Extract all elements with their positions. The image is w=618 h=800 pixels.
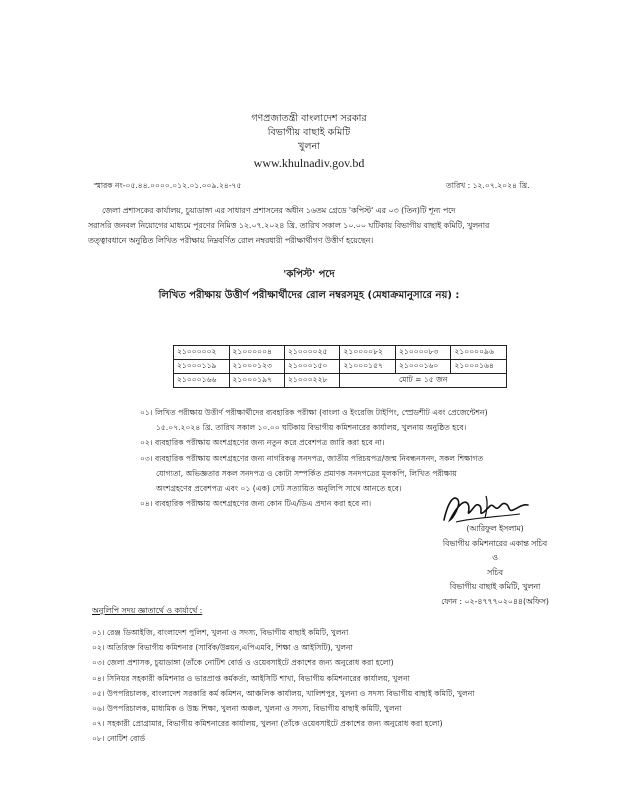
roll-number: ২১০০০১৫০ (284, 360, 339, 374)
signatory-designation-1: বিভাগীয় কমিশনারের একান্ত সচিব (442, 538, 548, 548)
intro-line-1: জেলা প্রশাসকের কার্যালয়, চুয়াডাঙ্গা এর সাধারণ প্রশাসনের অধীন ১৬তম গ্রেডে 'কপিস্ট' এর ০৩ (তিন)টি শূন্য পদে (102, 206, 456, 215)
list-item: ০১। রেঞ্জ ডিআইজি, বাংলাদেশ পুলিশ, খুলনা ও সদস্য, বিভাগীয় বাছাই কমিটি, খুলনা (92, 628, 349, 637)
signatory-name: (আরিফুল ইসলাম) (466, 524, 524, 533)
note-4: ০৪। ব্যবহারিক পরীক্ষায় অংশগ্রহণের জন্য কোন টিএ/ডিএ প্রদান করা হবে না। (140, 499, 372, 509)
note-3-line-1: ০৩। ব্যবহারিক পরীক্ষায় অংশগ্রহণের জন্য নাগরিকত্ব সনদপত্র, জাতীয় পরিচয়পত্র/জন্ম নিবন্ধনসনদ, সকল শিক্ষাগত (140, 453, 484, 463)
roll-number: ২১০০০১৬৪ (451, 360, 507, 374)
list-item: ০৬। উপপরিচালক, মাধ্যমিক ও উচ্চ শিক্ষা, খুলনা অঞ্চল, খুলনা ও সদস্য, বিভাগীয় বাছাই কমিটি, খুলনা (92, 704, 402, 714)
signatory-designation-2: সচিব (487, 567, 503, 577)
list-item: ০৮। নোটিশ বোর্ড (92, 734, 146, 744)
list-item: ০৭। সহকারী প্রোগ্রামার, বিভাগীয় কমিশনারের কার্যালয়, খুলনা (তাঁকে ওয়েবসাইটে প্রকাশের জন্য অনুরোধ করা হলো) (92, 719, 443, 729)
signature-block (390, 522, 600, 610)
government-name: গণপ্রজাতন্ত্রী বাংলাদেশ সরকার (251, 113, 367, 124)
roll-number: ২১০০০১৬০ (395, 360, 450, 374)
note-3-line-2: যোগ্যতা, অভিজ্ঞতার সকল সনদপত্র ও কোটা সম্পর্কিত প্রমাণক সনদপত্রের মূলকপি, লিখিত পরীক্ষায় (156, 468, 457, 478)
roll-number-table (173, 345, 507, 388)
cc-title: অনুলিপি সদয় জ্ঞাতার্থে ও কার্যার্থে : (92, 606, 203, 615)
total-count: মোট = ১৫ জন (340, 374, 507, 388)
list-item: ০৫। উপপরিচালক, বাংলাদেশ সরকারি কর্ম কমিশন, আঞ্চলিক কার্যালয়, খালিশপুর, খুলনা ও সদস্য বিভাগীয় বাছাই কমিটি, খুলনা (92, 688, 475, 698)
roll-number: ২১০০০১৫৭ (340, 360, 395, 374)
roll-number: ২১০০০০৯৬ (451, 346, 507, 360)
intro-line-3: তত্ত্বাবধানে অনুষ্ঠিত লিখিত পরীক্ষায় নিম্নবর্ণিত রোল নম্বরধারী পরীক্ষার্থীগণ উত্তীর্ণ হয়েছেন। (88, 236, 374, 245)
roll-number: ২১০০০০০৪ (229, 346, 284, 360)
memo-number: স্মারক নং-০৫.৪৪.০০০০.০১২.০১.০০৯.২৪-৭৫ (94, 181, 242, 190)
table-row (174, 360, 507, 374)
table-row (174, 374, 507, 388)
note-1-line-2: ১৫.০৭.২০২৪ খ্রি. তারিখ সকাল ১০.০০ ঘটিকায় বিভাগীয় কমিশনারের কার্যালয়, খুলনায় অনুষ্ঠিত হবে। (156, 423, 467, 433)
note-3-line-3: অংশগ্রহণের প্রবেশপত্র এবং ০১ (এক) সেট সত্যায়িত অনুলিপি সাথে আনতে হবে। (156, 484, 402, 494)
roll-number: ২১০০০১১৯ (174, 360, 230, 374)
roll-number: ২১০০০১৯৭ (229, 374, 284, 388)
notes-section (140, 405, 488, 511)
conjunction: ও (492, 553, 498, 563)
roll-number: ২১০০০০৮২ (340, 346, 395, 360)
city-name: খুলনা (298, 141, 320, 152)
note-2: ০২। ব্যবহারিক পরীক্ষায় অংশগ্রহণের জন্য নতুন করে প্রবেশপত্র জারি করা হবে না। (140, 438, 385, 448)
note-1-line-1: ০১। লিখিত পরীক্ষায় উত্তীর্ণ পরীক্ষার্থীদের ব্যবহারিক পরীক্ষা (বাংলা ও ইংরেজি টাইপিং, স্প্রেডশীট এবং প্রেজেন্টেশন) (140, 408, 488, 417)
list-item: ০৩। জেলা প্রশাসক, চুয়াডাঙ্গা (তাঁকে নোটিশ বোর্ড ও ওয়েবসাইটে প্রকাশের জন্য অনুরোধ করা হলো) (92, 658, 394, 668)
cc-list (92, 625, 474, 747)
roll-number: ২১০০০১২৩ (229, 360, 284, 374)
signatory-committee: বিভাগীয় বাছাই কমিটি, খুলনা (449, 582, 541, 592)
post-title: 'কপিস্ট' পদে (283, 269, 335, 280)
intro-line-2: সরাসরি জনবল নিয়োগের মাধ্যমে পূরণের নিমিত্ত ১২.০৭.২০২৪ খ্রি. তারিখ সকাল ১০.০০ ঘটিকায় বিভাগীয় বাছাই কমিটি, খুলনার (88, 221, 490, 230)
result-title: লিখিত পরীক্ষায় উত্তীর্ণ পরীক্ষার্থীদের রোল নম্বরসমূহ (মেধাক্রমানুসারে নয়) : (158, 290, 460, 301)
roll-number: ২১০০০০৮৩ (395, 346, 450, 360)
list-item: ০৪। সিনিয়র সহকারী কমিশনার ও ভারপ্রাপ্ত কর্মকর্তা, আইসিটি শাখা, বিভাগীয় কমিশনারের কার্যালয়, খুলনা (92, 673, 410, 683)
committee-name: বিভাগীয় বাছাই কমিটি (267, 127, 351, 138)
roll-number: ২১০০০২২৮ (284, 374, 339, 388)
memo-date: তারিখ : ১২.০৭.২০২৪ খ্রি. (446, 181, 530, 190)
roll-number: ২১০০০১৬৬ (174, 374, 230, 388)
signatory-phone: ফোন : ০২-৪৭৭৭০২০৪৪(অফিস) (441, 596, 549, 606)
roll-number: ২১০০০০০২ (174, 346, 230, 360)
table-row (174, 346, 507, 360)
roll-number: ২১০০০০২৫ (284, 346, 339, 360)
website-link[interactable]: www.khulnadiv.gov.bd (253, 156, 365, 170)
list-item: ০২। অতিরিক্ত বিভাগীয় কমিশনার (সার্বিক/উন্নয়ন,এপিএমবি, শিক্ষা ও আইসিটি), খুলনা (92, 643, 353, 653)
